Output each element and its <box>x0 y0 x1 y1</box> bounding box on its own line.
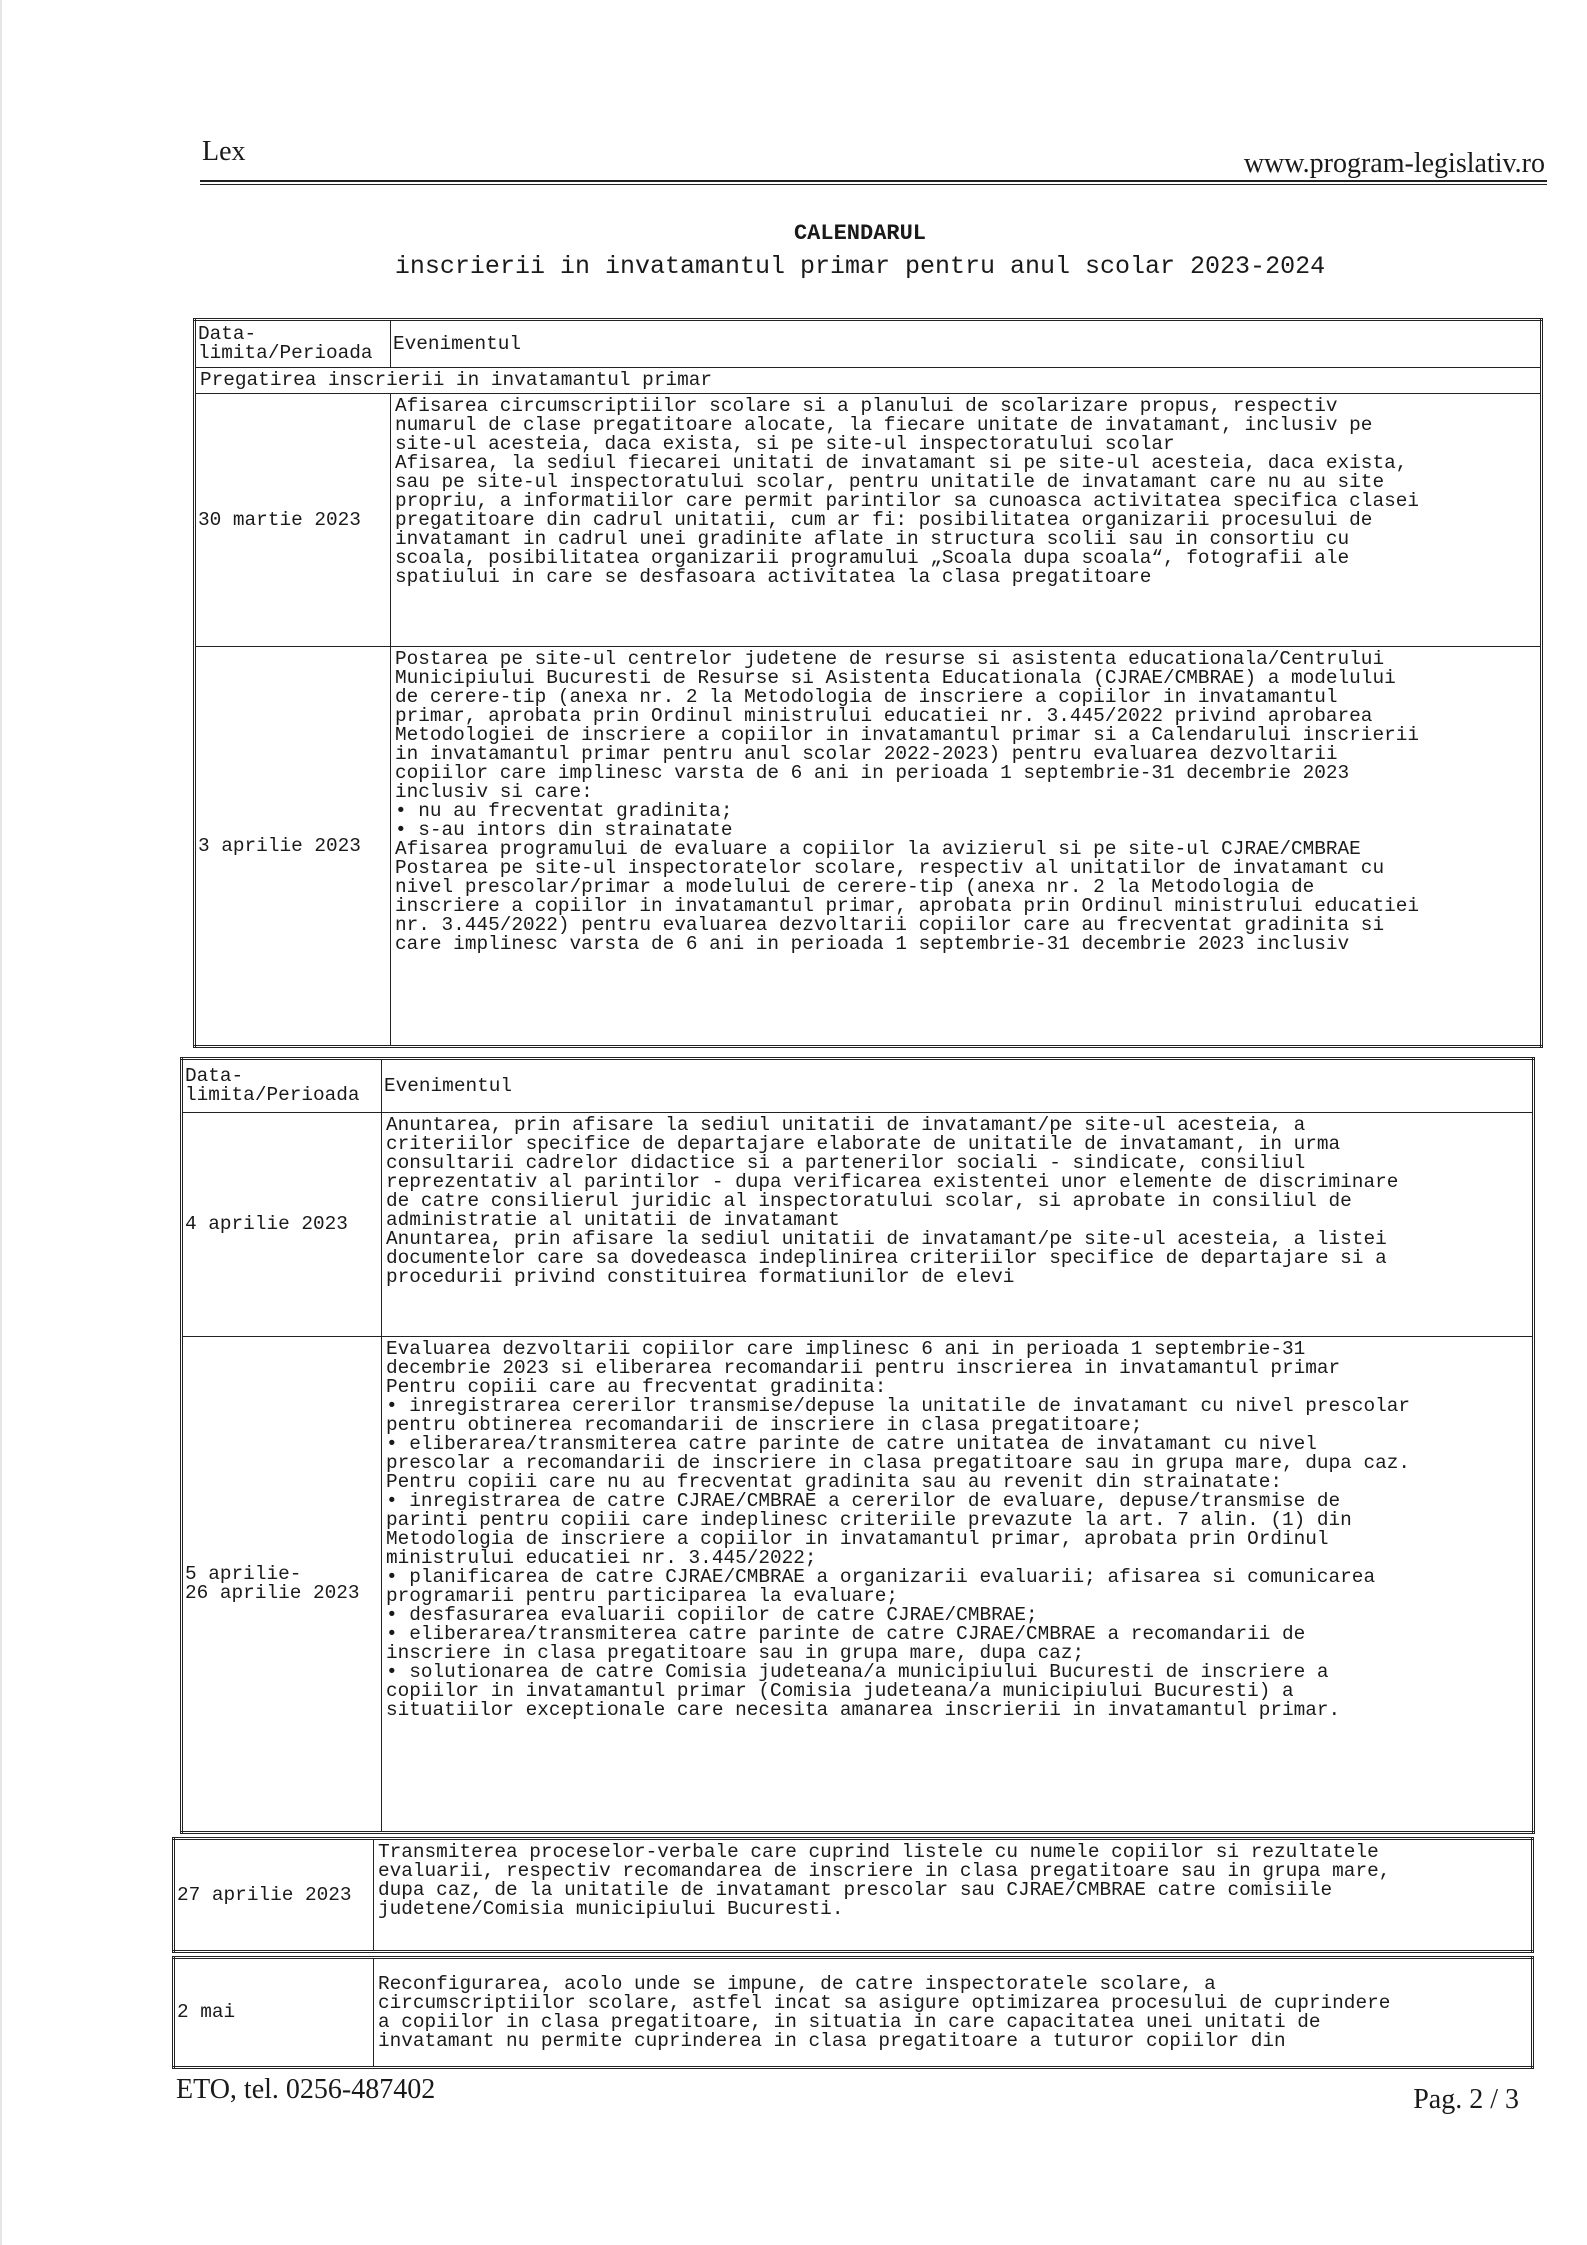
table-row <box>195 647 1542 1047</box>
document-title: CALENDARUL <box>793 221 927 246</box>
event-line: Afisarea, la sediul fiecarei unitati de invatamant si pe site-ul acesteia, daca exista, <box>395 452 1408 474</box>
event-line: • solutionarea de catre Comisia judeteana/a municipiului Bucuresti de inscriere a <box>386 1661 1329 1683</box>
event-line: • nu au frecventat gradinita; <box>395 800 733 822</box>
event-line: Pentru copiii care nu au frecventat gradinita sau au revenit din strainatate: <box>386 1471 1282 1493</box>
column-header-date <box>182 1059 382 1113</box>
scan-edge <box>0 0 2 2245</box>
header-date-line: Data- <box>198 323 257 345</box>
event-line: inscriere in clasa pregatitoare sau in grupa mare, dupa caz; <box>386 1642 1085 1664</box>
event-line: • inregistrarea de catre CJRAE/CMBRAE a cererilor de evaluare, depuse/transmise de <box>386 1490 1341 1512</box>
event-line: Pentru copiii care au frecventat gradinita: <box>386 1376 887 1398</box>
footer-contact: ETO, tel. 0256-487402 <box>176 2074 436 2105</box>
event-line: circumscriptiilor scolare, astfel incat sa asigure optimizarea procesului de cuprindere <box>378 1991 1391 2014</box>
row-event <box>382 1337 1534 1833</box>
date-line: 2 mai <box>177 2001 236 2023</box>
event-line: Anuntarea, prin afisare la sediul unitatii de invatamant/pe site-ul acesteia, a <box>386 1114 1306 1136</box>
event-line: Afisarea programului de evaluare a copiilor la avizierul si pe site-ul CJRAE/CMBRAE <box>395 838 1361 860</box>
event-line: invatamant nu permite cuprinderea in clasa pregatitoare a tuturor copiilor din <box>378 2029 1286 2052</box>
event-line: judetene/Comisia municipiului Bucuresti. <box>378 1898 844 1920</box>
event-line: inclusiv si care: <box>395 781 593 803</box>
footer-page-number: Pag. 2 / 3 <box>1413 2084 1519 2115</box>
event-line: a copiilor in clasa pregatitoare, in situatia in care capacitatea unei unitati de <box>378 2010 1321 2033</box>
event-line: Evaluarea dezvoltarii copiilor care implinesc 6 ani in perioada 1 septembrie-31 <box>386 1338 1306 1360</box>
row-date <box>174 1839 374 1952</box>
event-line: nr. 3.445/2022) pentru evaluarea dezvoltarii copiilor care au frecventat gradinita si <box>395 914 1385 936</box>
event-line: primar, aprobata prin Ordinul ministrului educatiei nr. 3.445/2022 privind aprobarea <box>395 705 1373 727</box>
event-line: reprezentativ al parintilor - dupa verificarea existentei unor elemente de discriminare <box>386 1171 1399 1193</box>
event-line: pregatitoare din cadrul unitatii, cum ar fi: posibilitatea organizarii procesului de <box>395 509 1373 531</box>
table-row <box>182 1337 1534 1833</box>
event-line: inscriere a copiilor in invatamantul primar, aprobata prin Ordinul ministrului educatiei <box>395 895 1419 917</box>
table-header-row <box>182 1059 1534 1113</box>
row-event <box>391 647 1542 1047</box>
event-line: de cerere-tip (anexa nr. 2 la Metodologia de inscriere a copiilor in invatamantul <box>395 686 1338 708</box>
row-date <box>195 647 391 1047</box>
calendar-table-4 <box>172 1956 1534 2069</box>
event-line: propriu, a informatiilor care permit parintilor sa cunoasca activitatea specifica clasei <box>395 490 1419 512</box>
calendar-table-3 <box>172 1837 1534 1953</box>
date-line: 4 aprilie 2023 <box>185 1213 348 1235</box>
header-source: Lex <box>202 136 246 167</box>
event-line: Anuntarea, prin afisare la sediul unitatii de invatamant/pe site-ul acesteia, a listei <box>386 1228 1387 1250</box>
date-line: 26 aprilie 2023 <box>185 1582 360 1604</box>
event-line: Transmiterea proceselor-verbale care cuprind listele cu numele copiilor si rezultatele <box>378 1841 1379 1863</box>
event-line: Postarea pe site-ul centrelor judetene de resurse si asistenta educationala/Centrului <box>395 648 1385 670</box>
column-header-date <box>195 320 391 368</box>
event-line: in invatamantul primar pentru anul scolar 2022-2023) pentru evaluarea dezvoltarii <box>395 743 1338 765</box>
column-header-event: Evenimentul <box>382 1059 1534 1113</box>
row-date <box>182 1337 382 1833</box>
event-line: • eliberarea/transmiterea catre parinte de catre unitatea de invatamant cu nivel <box>386 1433 1317 1455</box>
event-line: • desfasurarea evaluarii copiilor de catre CJRAE/CMBRAE; <box>386 1604 1038 1626</box>
event-line: numarul de clase pregatitoare alocate, la fiecare unitate de invatamant, inclusiv pe <box>395 414 1373 436</box>
event-line: copiilor care implinesc varsta de 6 ani in perioada 1 septembrie-31 decembrie 2023 <box>395 762 1350 784</box>
table-row <box>182 1113 1534 1337</box>
event-line: sau pe site-ul inspectoratului scolar, pentru unitatile de invatamant care nu au site <box>395 471 1385 493</box>
table-row <box>195 394 1542 647</box>
document-subtitle: inscrierii in invatamantul primar pentru anul scolar 2023-2024 <box>394 252 1326 281</box>
event-line: • planificarea de catre CJRAE/CMBRAE a organizarii evaluarii; afisarea si comunicarea <box>386 1566 1376 1588</box>
table-row <box>174 1958 1533 2068</box>
table-row <box>174 1839 1533 1952</box>
column-header-event: Evenimentul <box>391 320 1542 368</box>
event-line: nivel prescolar/primar a modelului de cerere-tip (anexa nr. 2 la Metodologia de <box>395 876 1315 898</box>
event-line: evaluarii, respectiv recomandarea de inscriere in clasa pregatitoare sau in grupa mare, <box>378 1860 1391 1882</box>
row-event <box>391 394 1542 647</box>
event-line: dupa caz, de la unitatile de invatamant prescolar sau CJRAE/CMBRAE catre comisiile <box>378 1879 1333 1901</box>
event-line: prescolar a recomandarii de inscriere in clasa pregatitoare sau in grupa mare, dupa caz. <box>386 1452 1410 1474</box>
date-line: 30 martie 2023 <box>198 508 361 531</box>
event-line: pentru obtinerea recomandarii de inscriere in clasa pregatitoare; <box>386 1414 1143 1436</box>
event-line: Metodologia de inscriere a copiilor in invatamantul primar, aprobata prin Ordinul <box>386 1528 1329 1550</box>
event-line: invatamant in cadrul unei gradinite aflate in structura scolii sau in consortiu cu <box>395 528 1350 550</box>
header-rule <box>200 180 1547 185</box>
event-line: situatiilor exceptionale care necesita amanarea inscrierii in invatamantul primar. <box>386 1699 1341 1721</box>
section-title: Pregatirea inscrierii in invatamantul primar <box>195 368 1542 394</box>
row-date <box>174 1958 374 2068</box>
event-line: documentelor care sa dovedeasca indeplinirea criteriilor specifice de departajare si a <box>386 1247 1387 1269</box>
event-line: procedurii privind constituirea formatiunilor de elevi <box>386 1266 1015 1288</box>
row-event <box>374 1839 1533 1952</box>
event-line: criteriilor specifice de departajare elaborate de unitatile de invatamant, in urma <box>386 1133 1341 1155</box>
event-line: Reconfigurarea, acolo unde se impune, de catre inspectoratele scolare, a <box>378 1972 1216 1995</box>
event-line: Postarea pe site-ul inspectoratelor scolare, respectiv al unitatilor de invatamant cu <box>395 857 1385 879</box>
event-line: consultarii cadrelor didactice si a partenerilor sociali - sindicate, consiliul <box>386 1152 1306 1174</box>
event-line: Afisarea circumscriptiilor scolare si a planului de scolarizare propus, respectiv <box>395 395 1338 417</box>
event-line: care implinesc varsta de 6 ani in perioada 1 septembrie-31 decembrie 2023 inclusiv <box>395 933 1350 955</box>
header-date-line: limita/Perioada <box>198 342 373 364</box>
calendar-table-2 <box>180 1057 1535 1834</box>
event-line: spatiului in care se desfasoara activitatea la clasa pregatitoare <box>395 566 1152 588</box>
event-line: • eliberarea/transmiterea catre parinte de catre CJRAE/CMBRAE a recomandarii de <box>386 1623 1306 1645</box>
date-line: 27 aprilie 2023 <box>177 1883 352 1906</box>
header-date-line: Data- <box>185 1065 244 1087</box>
event-line: parinti pentru copiii care indeplinesc criteriile prevazute la art. 7 alin. (1) din <box>386 1509 1352 1531</box>
event-line: de catre consilierul juridic al inspectoratului scolar, si aprobate in consiliul de <box>386 1190 1352 1212</box>
row-event <box>382 1113 1534 1337</box>
event-line: ministrului educatiei nr. 3.445/2022; <box>386 1547 817 1569</box>
date-line: 3 aprilie 2023 <box>198 834 361 857</box>
event-line: Metodologiei de inscriere a copiilor in invatamantul primar si a Calendarului inscrierii <box>395 724 1419 746</box>
event-line: programarii pentru participarea la evaluare; <box>386 1585 898 1607</box>
event-line: site-ul acesteia, daca exista, si pe site-ul inspectoratului scolar <box>395 433 1175 455</box>
date-line: 5 aprilie- <box>185 1563 302 1585</box>
event-line: administratie al unitatii de invatamant <box>386 1209 840 1231</box>
row-date <box>195 394 391 647</box>
header-date-line: limita/Perioada <box>185 1084 360 1106</box>
event-line: • inregistrarea cererilor transmise/depuse la unitatile de invatamant cu nivel prescolar <box>386 1395 1410 1417</box>
event-line: scoala, posibilitatea organizarii programului „Scoala dupa scoala“, fotografii ale <box>395 547 1350 569</box>
row-date <box>182 1113 382 1337</box>
calendar-table-1 <box>193 318 1543 1048</box>
row-event <box>374 1958 1533 2068</box>
section-row <box>195 368 1542 394</box>
event-line: • s-au intors din strainatate <box>395 819 733 841</box>
table-header-row <box>195 320 1542 368</box>
event-line: copiilor in invatamantul primar (Comisia judeteana/a municipiului Bucuresti) a <box>386 1680 1294 1702</box>
event-line: decembrie 2023 si eliberarea recomandarii pentru inscrierea in invatamantul primar <box>386 1357 1341 1379</box>
event-line: Municipiului Bucuresti de Resurse si Asistenta Educationala (CJRAE/CMBRAE) a modelului <box>395 667 1396 689</box>
header-website: www.program-legislativ.ro <box>1243 148 1545 179</box>
